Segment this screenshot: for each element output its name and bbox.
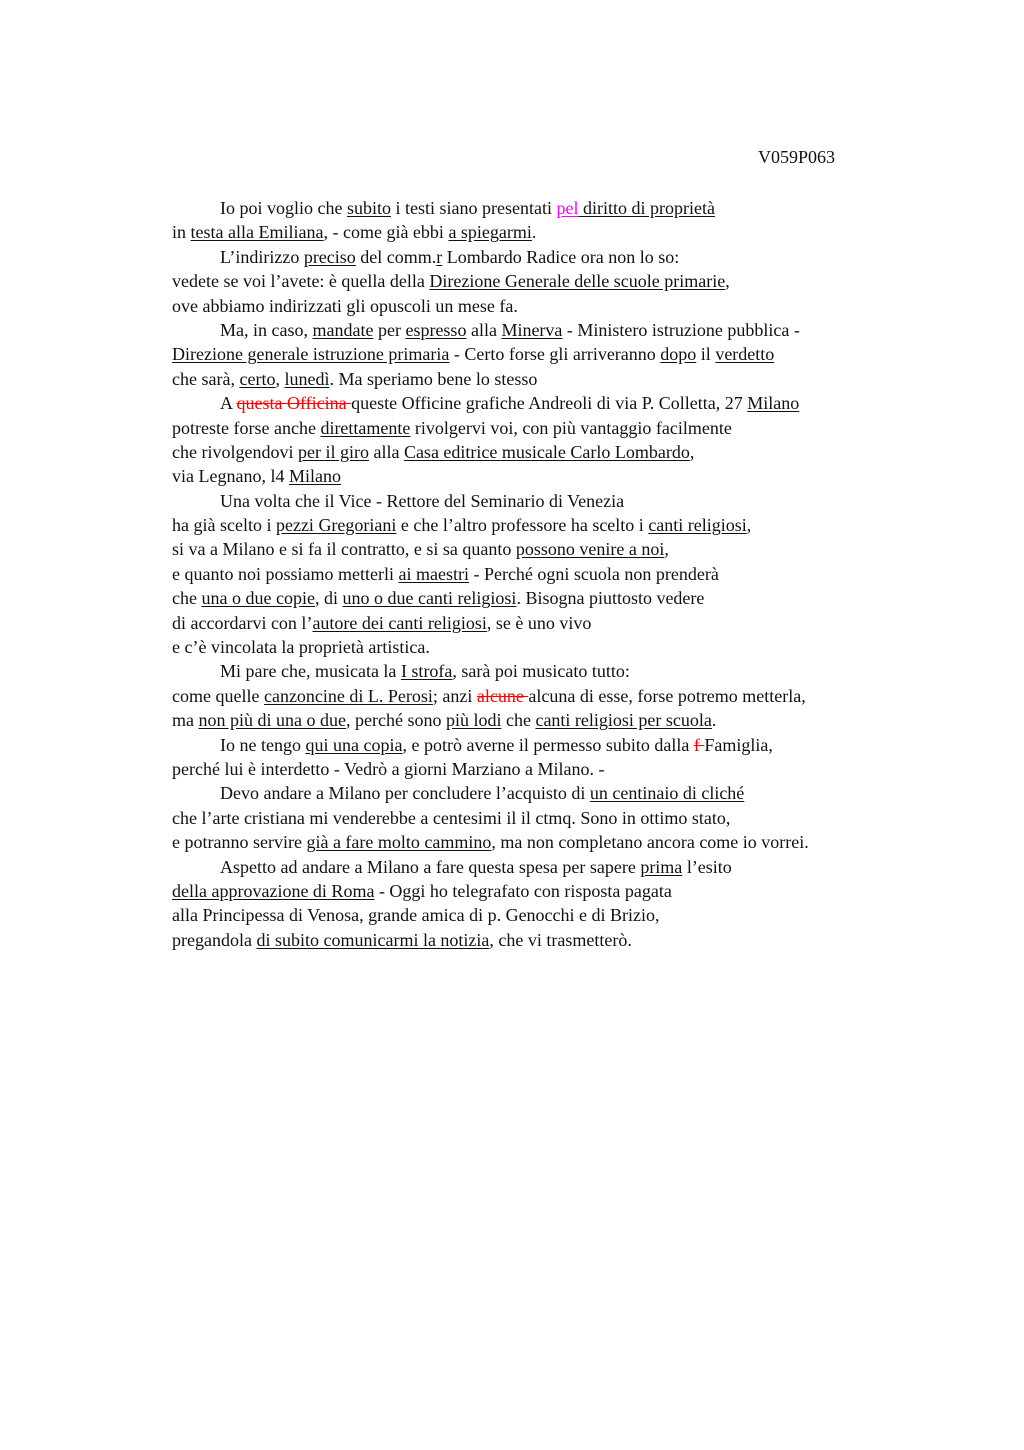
text-line (172, 440, 932, 464)
underlined-text: lunedì (284, 368, 330, 389)
underlined-text: ai maestri (398, 563, 469, 584)
text-line (172, 830, 932, 854)
text-segment: alla (466, 319, 502, 340)
text-segment: . (711, 710, 717, 731)
text-line (172, 586, 932, 610)
text-segment: e potranno servire (172, 832, 307, 853)
page-identifier: V059P063 (758, 147, 836, 167)
text-segment: di accordarvi con l’ (172, 612, 313, 633)
text-segment: , che vi trasmetterò. (489, 929, 632, 950)
text-segment: , (746, 515, 752, 536)
underlined-text: verdetto (715, 344, 775, 365)
text-segment: queste Officine grafiche Andreoli di via P. Colletta, 27 (351, 393, 748, 414)
underlined-text: espresso (405, 319, 467, 340)
text-segment: potreste forse anche (172, 417, 321, 438)
text-line (172, 855, 932, 879)
text-line (172, 220, 932, 244)
highlighted-text: pel (556, 198, 579, 218)
underlined-text: uno o due canti religiosi (342, 588, 517, 609)
underlined-text: non più di una o due (198, 710, 346, 731)
text-line (172, 269, 932, 293)
text-segment: del comm. (355, 246, 437, 267)
struck-text: alcune (476, 685, 529, 706)
underlined-text: un centinaio di cliché (589, 783, 745, 804)
letter-body (172, 196, 932, 952)
text-segment: l’esito (682, 856, 732, 877)
text-segment: e quanto noi possiamo metterli (172, 563, 399, 584)
text-line (172, 367, 932, 391)
text-segment: . Ma speriamo bene lo stesso (329, 368, 538, 389)
text-segment: si va a Milano e si fa il contratto, e si sa quanto (172, 539, 516, 560)
underlined-text: dopo (660, 344, 697, 365)
text-line (172, 245, 932, 269)
text-segment: Lombardo Radice ora non lo so: (442, 246, 680, 267)
text-segment: , ma non completano ancora come io vorrei. (491, 832, 809, 853)
text-line (172, 684, 932, 708)
underlined-text: già a fare molto cammino (306, 832, 492, 853)
underlined-text: di subito comunicarmi la notizia (256, 929, 490, 950)
text-segment: Famiglia, (704, 734, 773, 755)
text-line (172, 537, 932, 561)
text-segment: - Oggi ho telegrafato con risposta pagata (374, 880, 672, 901)
text-segment: Mi pare che, musicata la (220, 661, 401, 682)
underlined-text: più lodi (445, 710, 502, 731)
text-segment: che rivolgendovi (172, 441, 298, 462)
text-line (172, 611, 932, 635)
text-line (172, 342, 932, 366)
text-segment: ha già scelto i (172, 515, 276, 536)
text-line (172, 708, 932, 732)
text-segment: che l’arte cristiana mi venderebbe a centesimi il il ctmq. Sono in ottimo stato, (172, 807, 731, 828)
text-line (172, 489, 932, 513)
text-line (172, 513, 932, 537)
text-segment: - Perché ogni scuola non prenderà (468, 563, 719, 584)
text-line (172, 733, 932, 757)
text-segment: Ma, in caso, (220, 319, 313, 340)
text-segment: , (275, 368, 285, 389)
text-segment: L’indirizzo (220, 246, 304, 267)
text-segment: come quelle (172, 685, 264, 706)
underlined-text: a spiegarmi (448, 222, 532, 243)
text-segment: perché lui è interdetto - Vedrò a giorni Marziano a Milano. - (172, 758, 605, 779)
text-segment: che (501, 710, 536, 731)
text-segment: . Bisogna piuttosto vedere (516, 588, 705, 609)
underlined-text: testa alla Emiliana (190, 222, 324, 243)
text-segment: pregandola (172, 929, 257, 950)
underlined-text: mandate (312, 319, 374, 340)
text-segment: il (696, 344, 716, 365)
text-segment: e che l’altro professore ha scelto i (396, 515, 649, 536)
text-segment: e c’è vincolata la proprietà artistica. (172, 637, 430, 658)
struck-text: questa Officina (236, 393, 352, 414)
text-segment: , - come già ebbi (323, 222, 449, 243)
underlined-text: Direzione generale istruzione primaria (172, 344, 450, 365)
underlined-text: canti religiosi (648, 515, 747, 536)
text-segment: che sarà, (172, 368, 240, 389)
underlined-text: preciso (303, 246, 356, 267)
text-line (172, 806, 932, 830)
underlined-text: una o due copie (201, 588, 315, 609)
text-segment: , sarà poi musicato tutto: (452, 661, 630, 682)
underlined-text: subito (346, 198, 391, 218)
underlined-text: I strofa (400, 661, 453, 682)
underlined-text: della approvazione di Roma (172, 880, 375, 901)
text-line (172, 659, 932, 683)
text-line (172, 928, 932, 952)
underlined-text: per il giro (297, 441, 369, 462)
text-line (172, 294, 932, 318)
text-segment: Devo andare a Milano per concludere l’acquisto di (220, 783, 590, 804)
text-segment: - Ministero istruzione pubblica - (562, 319, 800, 340)
text-segment: - Certo forse gli arriveranno (449, 344, 661, 365)
text-segment: . (531, 222, 537, 243)
text-segment: ove abbiamo indirizzati gli opuscoli un mese fa. (172, 295, 518, 316)
underlined-text: r (436, 246, 443, 267)
text-segment: , perché sono (345, 710, 446, 731)
underlined-text: possono venire a noi (515, 539, 665, 560)
text-segment: per (373, 319, 406, 340)
underlined-text: direttamente (320, 417, 411, 438)
text-segment: vedete se voi l’avete: è quella della (172, 271, 430, 292)
text-segment: , e potrò averne il permesso subito dalla (402, 734, 694, 755)
text-line (172, 416, 932, 440)
text-line (172, 903, 932, 927)
underlined-text: Milano (747, 393, 800, 414)
text-segment: Io poi voglio che (220, 198, 347, 218)
text-line (172, 635, 932, 659)
text-segment: in (172, 222, 191, 243)
struck-text: f (693, 734, 705, 755)
text-segment: Una volta che il Vice - Rettore del Seminario di Venezia (220, 490, 625, 511)
text-segment: alla (368, 441, 404, 462)
text-segment: ; anzi (432, 685, 477, 706)
text-line (172, 464, 932, 488)
underlined-text: canzoncine di L. Perosi (263, 685, 433, 706)
text-line (172, 879, 932, 903)
text-segment: , (689, 441, 695, 462)
text-segment: , (664, 539, 669, 560)
text-segment: rivolgervi voi, con più vantaggio facilmente (410, 417, 732, 438)
text-segment: Io ne tengo (220, 734, 306, 755)
underlined-text: autore dei canti religiosi (312, 612, 487, 633)
text-segment: A (220, 393, 237, 414)
underlined-text: diritto di proprietà (578, 198, 715, 218)
text-line (172, 757, 932, 781)
text-segment: i testi siano presentati (391, 198, 557, 218)
text-line (172, 781, 932, 805)
underlined-text: Minerva (501, 319, 563, 340)
text-line (172, 196, 932, 220)
text-segment: via Legnano, l4 (172, 466, 289, 487)
text-line (172, 391, 932, 415)
underlined-text: canti religiosi per scuola (535, 710, 712, 731)
text-segment: , (725, 271, 730, 292)
text-segment: Aspetto ad andare a Milano a fare questa spesa per sapere (220, 856, 641, 877)
underlined-text: qui una copia (305, 734, 403, 755)
underlined-text: Casa editrice musicale Carlo Lombardo (403, 441, 690, 462)
text-line (172, 318, 932, 342)
text-segment: ma (172, 710, 199, 731)
text-segment: che (172, 588, 202, 609)
underlined-text: certo (239, 368, 276, 389)
text-segment: alla Principessa di Venosa, grande amica di p. Genocchi e di Brizio, (172, 905, 660, 926)
underlined-text: Milano (288, 466, 341, 487)
underlined-text: pezzi Gregoriani (275, 515, 397, 536)
text-segment: , di (314, 588, 343, 609)
underlined-text: prima (640, 856, 683, 877)
text-segment: alcuna di esse, forse potremo metterla, (528, 685, 806, 706)
text-line (172, 562, 932, 586)
text-segment: , se è uno vivo (486, 612, 592, 633)
underlined-text: Direzione Generale delle scuole primarie (429, 271, 726, 292)
